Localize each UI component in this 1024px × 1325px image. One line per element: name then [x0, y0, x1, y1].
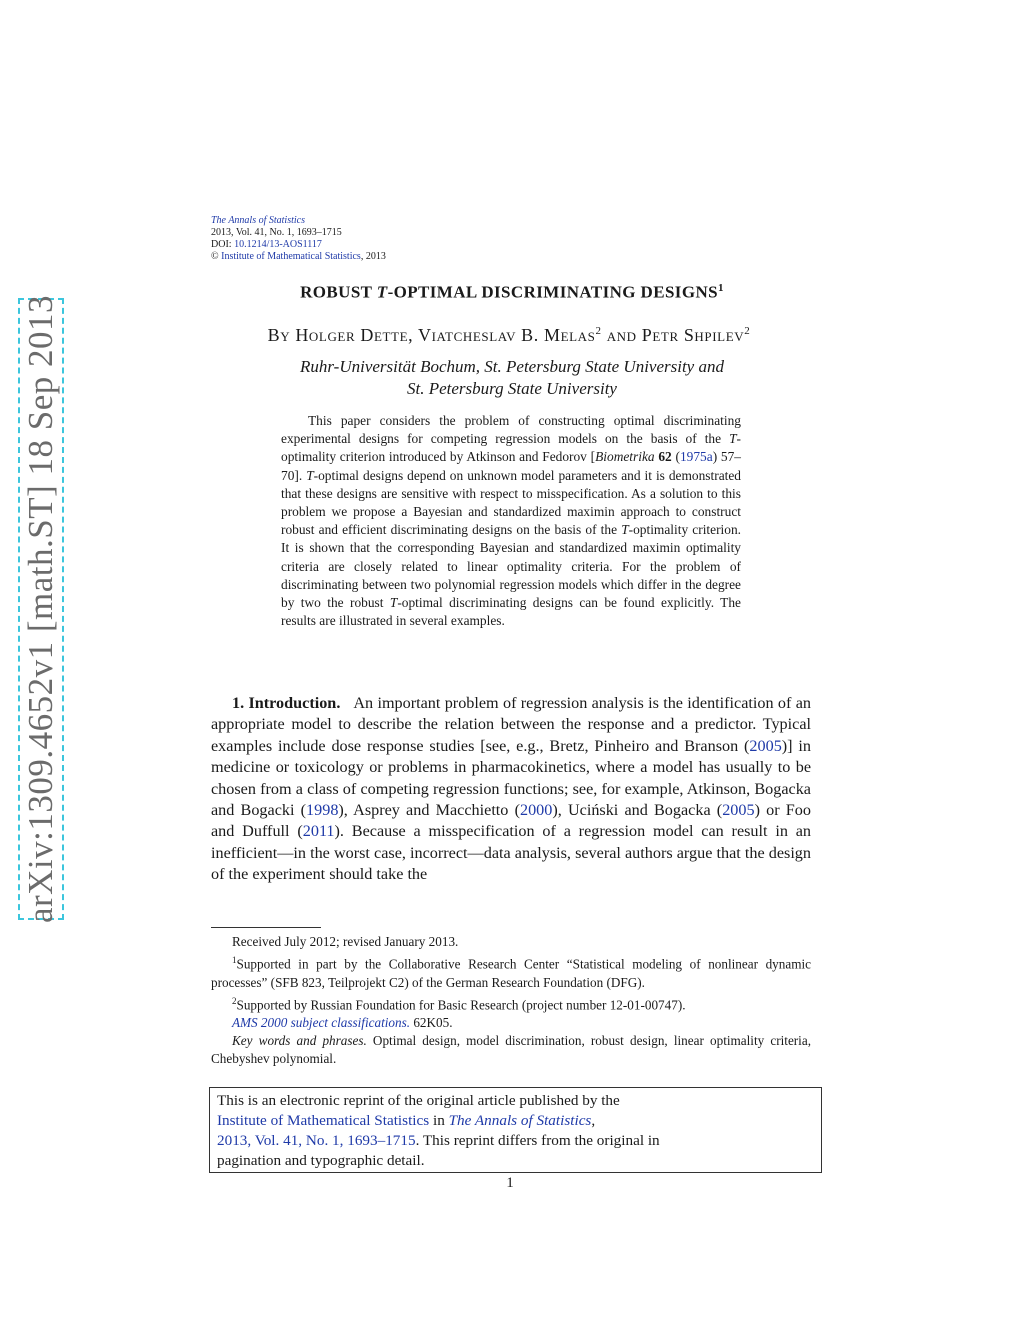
doi-link[interactable]: 10.1214/13-AOS1117 — [234, 239, 322, 250]
page-number: 1 — [506, 1175, 514, 1191]
paper-title: ROBUST T-OPTIMAL DISCRIMINATING DESIGNS$^1$ — [300, 282, 724, 302]
received-date: Received July 2012; revised January 2013. — [232, 934, 459, 949]
journal-volume: 2013, Vol. 41, No. 1, 1693–1715 — [211, 227, 342, 238]
journal-citation: Biometrika — [595, 449, 655, 465]
reprint-institute-link[interactable]: Institute of Mathematical Statistics — [217, 1112, 430, 1129]
citation-link[interactable]: 2005 — [722, 801, 755, 820]
citation-link[interactable]: 2005 — [749, 736, 782, 755]
footnote-1: $^1$Supported in part by the Collaborative Research Center “Statistical modeling of nonlinear dynamic processes” (SFB 823, Teilprojekt C2) of the German Research Foundation (DFG). — [211, 955, 811, 990]
copyright-line: © Institute of Mathematical Statistics, 2013 — [211, 251, 386, 262]
footnotes — [211, 933, 811, 1068]
abstract: This paper considers the problem of constructing optimal discriminating experimental designs for competing regression models on the basis of the T-optimality criterion introduced by Atkinson and Fedorov [Biometrika 62 (1975a) 57–70]. T-optimal designs depend on unknown model parameters and it is demonstrated that these designs are sensitive with respect to misspecification. As a solution to this problem we propose a Bayesian and standardized maximin approach to construct robust and efficient discriminating designs on the basis of the T-optimality criterion. It is shown that the corresponding Bayesian and standardized maximin optimality criteria are closely related to linear optimality criteria. For the problem of discriminating between two polynomial regression models which differ in the degree by two the robust T-optimal discriminating designs can be found explicitly. The results are illustrated in several examples. — [281, 413, 742, 629]
copyright-symbol: © — [211, 251, 219, 262]
authors: By Holger Dette, Viatcheslav B. Melas$^2$ and Petr Shpilev$^2$ — [267, 325, 751, 345]
footnote-2: $^2$Supported by Russian Foundation for Basic Research (project number 12-01-00747). — [232, 995, 686, 1013]
section-heading: 1. Introduction. — [232, 694, 341, 712]
footnote-rule — [211, 927, 321, 928]
doi-line: DOI: 10.1214/13-AOS1117 — [211, 239, 322, 250]
citation-link[interactable]: 2000 — [519, 801, 553, 820]
author-footnote-mark[interactable]: 2 — [595, 325, 602, 337]
introduction-section: 1. Introduction. An important problem of regression analysis is the identification of an appropriate model to describe the relation between the response and a predictor. Typical examples include dose response studies [see, e.g., Bretz, Pinheiro and Branson (2005)] in medicine or toxicology or problems in pharmacokinetics, where a model has usually to be chosen from a class of competing regression functions; see, for example, Atkinson, Bogacka and Bogacki (1998), Asprey and Macchietto (2000), Uciński and Bogacka (2005) or Foo and Duffull (2011). Because a misspecification of a regression model can result in an inefficient—in the worst case, incorrect—data analysis, several authors argue that the design of the experiment should take the — [211, 694, 812, 884]
reprint-notice: This is an electronic reprint of the original article published by the Institute of Mathematical Statistics in The Annals of Statistics, 2013, Vol. 41, No. 1, 1693–1715. This reprint differs from the original in pagination and typographic detail. — [209, 1087, 822, 1173]
journal-header — [211, 215, 386, 263]
reprint-volume-link[interactable]: 2013, Vol. 41, No. 1, 1693–1715 — [217, 1132, 416, 1149]
reprint-journal-link[interactable]: The Annals of Statistics — [448, 1112, 592, 1129]
citation-link[interactable]: 2011 — [302, 822, 335, 841]
keywords: Key words and phrases. Optimal design, model discrimination, robust design, linear optimality criteria, Chebyshev polynomial. — [211, 1033, 811, 1067]
author-footnote-mark[interactable]: 2 — [744, 325, 751, 337]
journal-name-link[interactable]: The Annals of Statistics — [211, 215, 305, 226]
arxiv-id[interactable]: arXiv:1309.4652v1 [math.ST] 18 Sep 2013 — [21, 294, 60, 924]
title-footnote-mark[interactable]: 1 — [717, 282, 724, 294]
affiliation: Ruhr-Universität Bochum, St. Petersburg State University and St. Petersburg State University — [300, 357, 724, 398]
ams-classification: AMS 2000 subject classifications. 62K05. — [232, 1015, 453, 1031]
citation-link[interactable]: 1998 — [306, 801, 339, 820]
institute-link[interactable]: Institute of Mathematical Statistics — [221, 251, 361, 262]
ams-classification-link[interactable]: AMS 2000 subject classifications. — [232, 1015, 411, 1031]
citation-link[interactable]: 1975a — [679, 449, 713, 465]
